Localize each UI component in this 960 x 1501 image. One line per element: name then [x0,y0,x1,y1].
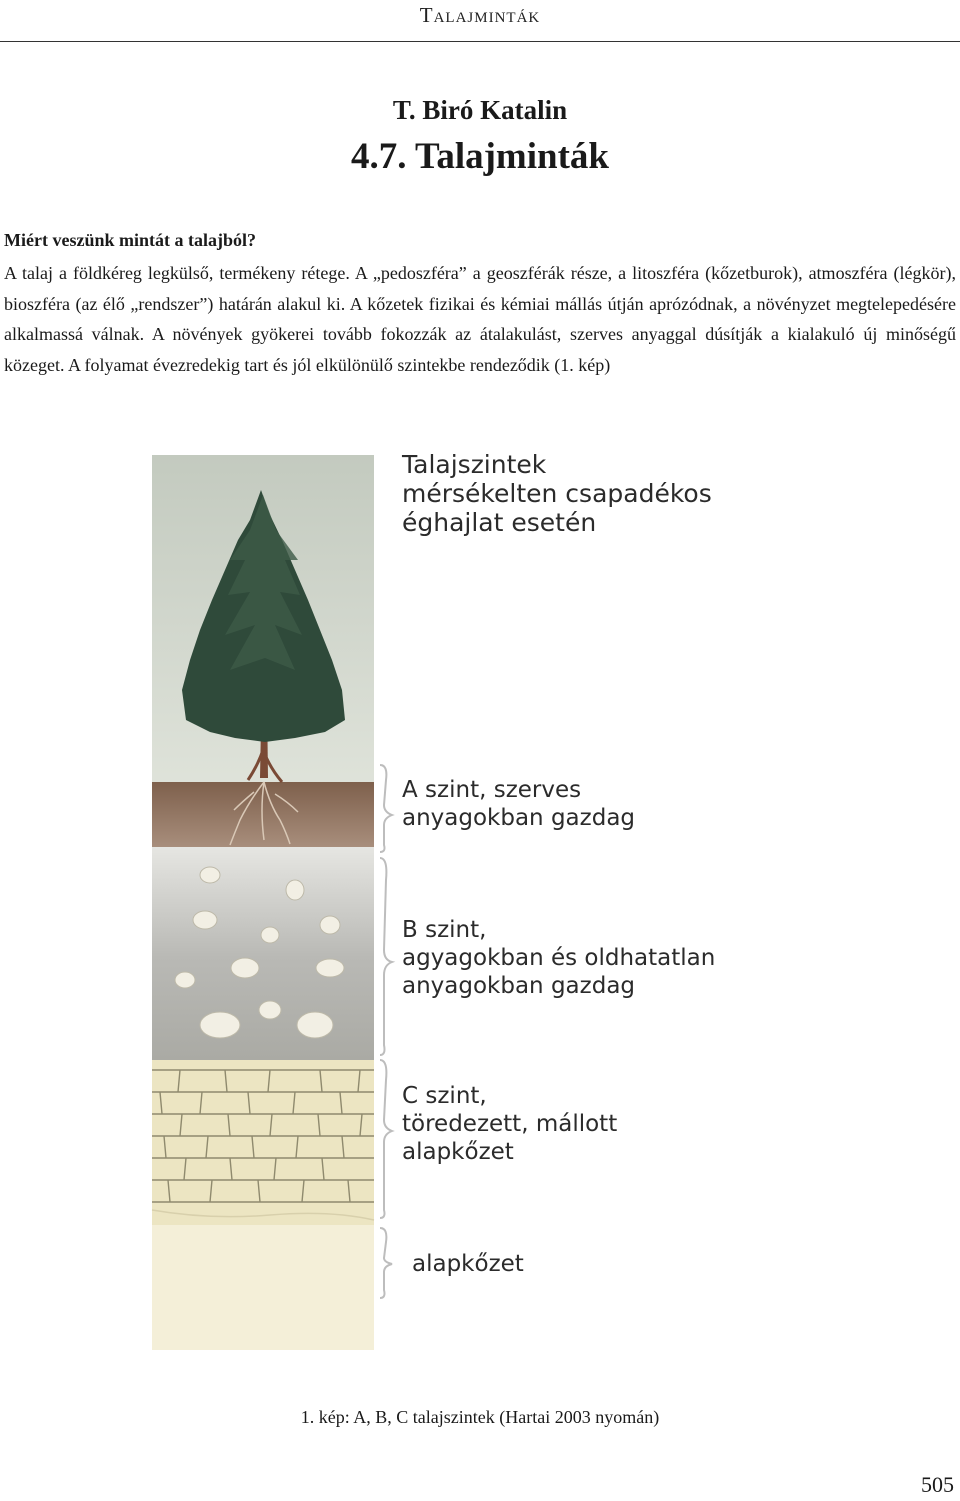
soil-horizons-figure [130,420,810,1370]
figure-title: Talajszintek mérsékelten csapadékos éghajlat esetén [402,450,712,537]
chapter-title: 4.7. Talajminták [350,136,610,177]
soil-profile-illustration [130,420,810,1370]
page-number: 505 [921,1472,954,1497]
running-head: Talajminták [419,3,541,27]
bedrock-label: alapkőzet [412,1251,524,1277]
a-horizon-label: A szint, szerves anyagokban gazdag [402,777,636,831]
header-rule [0,41,960,42]
b-horizon-label: B szint, agyagokban és oldhatatlan anyagokban gazdag [402,917,716,999]
bedrock-layer [152,1225,374,1350]
body-paragraph: A talaj a földkéreg legkülső, termékeny rétege. A „pedoszféra” a geoszférák része, a litoszféra (kőzetburok), atmoszféra (légkör), bioszféra (az élő „rendszer”) határán alakul ki. A kőzetek fizikai és kémiai mállás útján aprózódnak, a növényzet megtelepedésére alkalmassá válnak. A növények gyökerei tovább fokozzák az átalakulást, szerves anyaggal dúsítják a kialakuló új minőségű közeget. A folyamat évezredekig tart és jól elkülönülő szintekbe rendeződik (1. kép) [4,263,956,375]
c-horizon-layer [152,1060,374,1230]
author-name: T. Biró Katalin [392,95,568,125]
section-question: Miért veszünk mintát a talajból? [4,230,256,250]
figure-caption: 1. kép: A, B, C talajszintek (Hartai 2003 nyomán) [300,1407,660,1427]
horizon-braces [380,765,392,1298]
b-horizon-layer [152,847,374,1067]
c-horizon-label: C szint, töredezett, mállott alapkőzet [402,1083,618,1165]
